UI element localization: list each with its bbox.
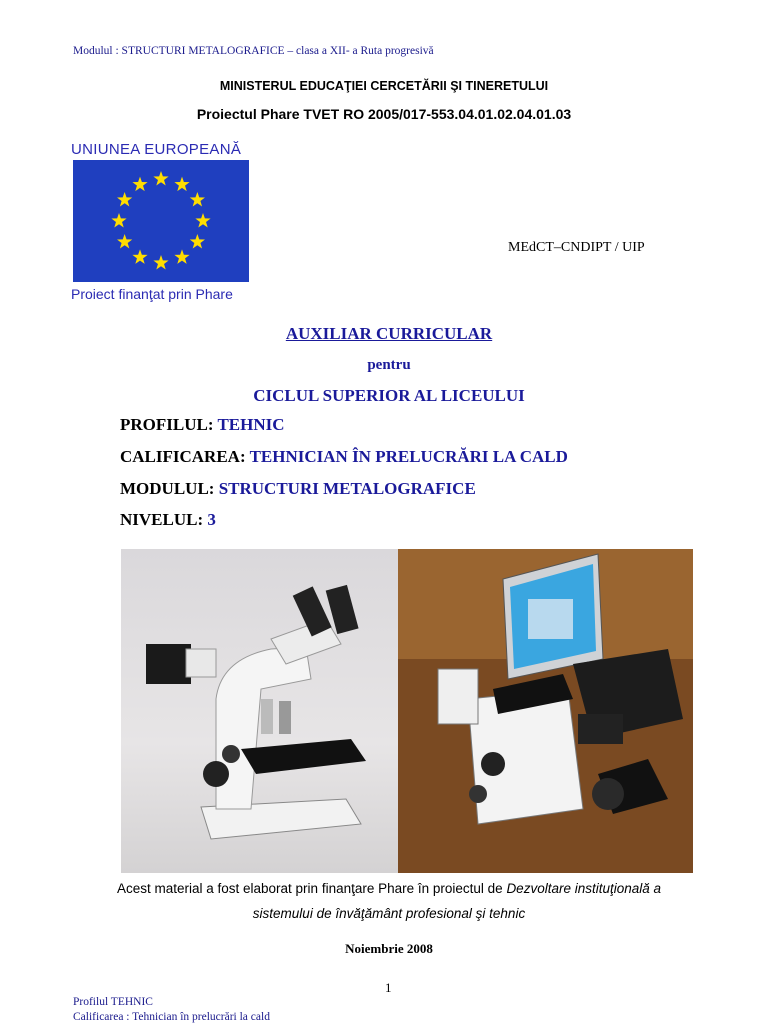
project-title: Proiectul Phare TVET RO 2005/017-553.04.01.02.04.01.03 — [196, 106, 572, 122]
acknowledgement-line1 — [0, 881, 768, 896]
eu-flag-icon — [73, 160, 249, 282]
field-label: CALIFICAREA: — [120, 447, 246, 466]
eu-star-icon — [190, 192, 205, 206]
eu-star-icon — [132, 249, 147, 263]
field-value: STRUCTURI METALOGRAFICE — [218, 479, 476, 498]
field-label: NIVELUL: — [120, 510, 204, 529]
ministry-title: MINISTERUL EDUCAŢIEI CERCETĂRII ŞI TINERETULUI — [219, 79, 549, 93]
document-title: AUXILIAR CURRICULAR — [285, 324, 493, 343]
eu-star-icon — [111, 213, 126, 227]
eu-star-icon — [153, 171, 168, 185]
running-header: Modulul : STRUCTURI METALOGRAFICE – clasa a XII- a Ruta progresivă — [73, 45, 434, 57]
microscopes-photo — [121, 549, 693, 873]
eu-star-icon — [117, 192, 132, 206]
ack-plain-text: Acest material a fost elaborat prin finanţare Phare în proiectul de — [116, 881, 507, 896]
eu-logo-caption: Proiect finanţat prin Phare — [71, 286, 233, 302]
eu-logo-title: UNIUNEA EUROPEANĂ — [71, 141, 242, 158]
field-value: TEHNICIAN ÎN PRELUCRĂRI LA CALD — [249, 447, 568, 466]
footer-profile: Profilul TEHNIC — [73, 996, 153, 1008]
eu-star-icon — [153, 255, 168, 269]
field-nivelul — [120, 510, 216, 530]
eu-star-icon — [174, 249, 189, 263]
eu-star-icon — [190, 234, 205, 248]
eu-star-icon — [132, 177, 147, 191]
acknowledgement-line2: sistemului de învăţământ profesional şi tehnic — [252, 906, 526, 921]
eu-star-icon — [174, 177, 189, 191]
field-label: MODULUL: — [120, 479, 215, 498]
document-subtitle-pentru: pentru — [367, 357, 411, 373]
ack-italic-text: Dezvoltare instituţională a — [506, 881, 662, 896]
eu-star-icon — [195, 213, 210, 227]
agency-label: MEdCT–CNDIPT / UIP — [508, 240, 645, 255]
upright-microscope-image — [121, 549, 398, 873]
field-modulul — [120, 479, 476, 499]
eu-star-icon — [117, 234, 132, 248]
field-label: PROFILUL: — [120, 415, 214, 434]
field-profilul — [120, 415, 285, 435]
field-value: 3 — [207, 510, 216, 529]
document-subtitle-ciclul: CICLUL SUPERIOR AL LICEULUI — [253, 386, 525, 405]
inverted-microscope-with-computer-image — [398, 549, 693, 873]
footer-qualification: Calificarea : Tehnician în prelucrări la cald — [73, 1011, 270, 1023]
field-value: TEHNIC — [217, 415, 285, 434]
field-calificarea — [120, 447, 568, 467]
publication-date: Noiembrie 2008 — [345, 941, 433, 956]
page-number: 1 — [385, 980, 392, 995]
